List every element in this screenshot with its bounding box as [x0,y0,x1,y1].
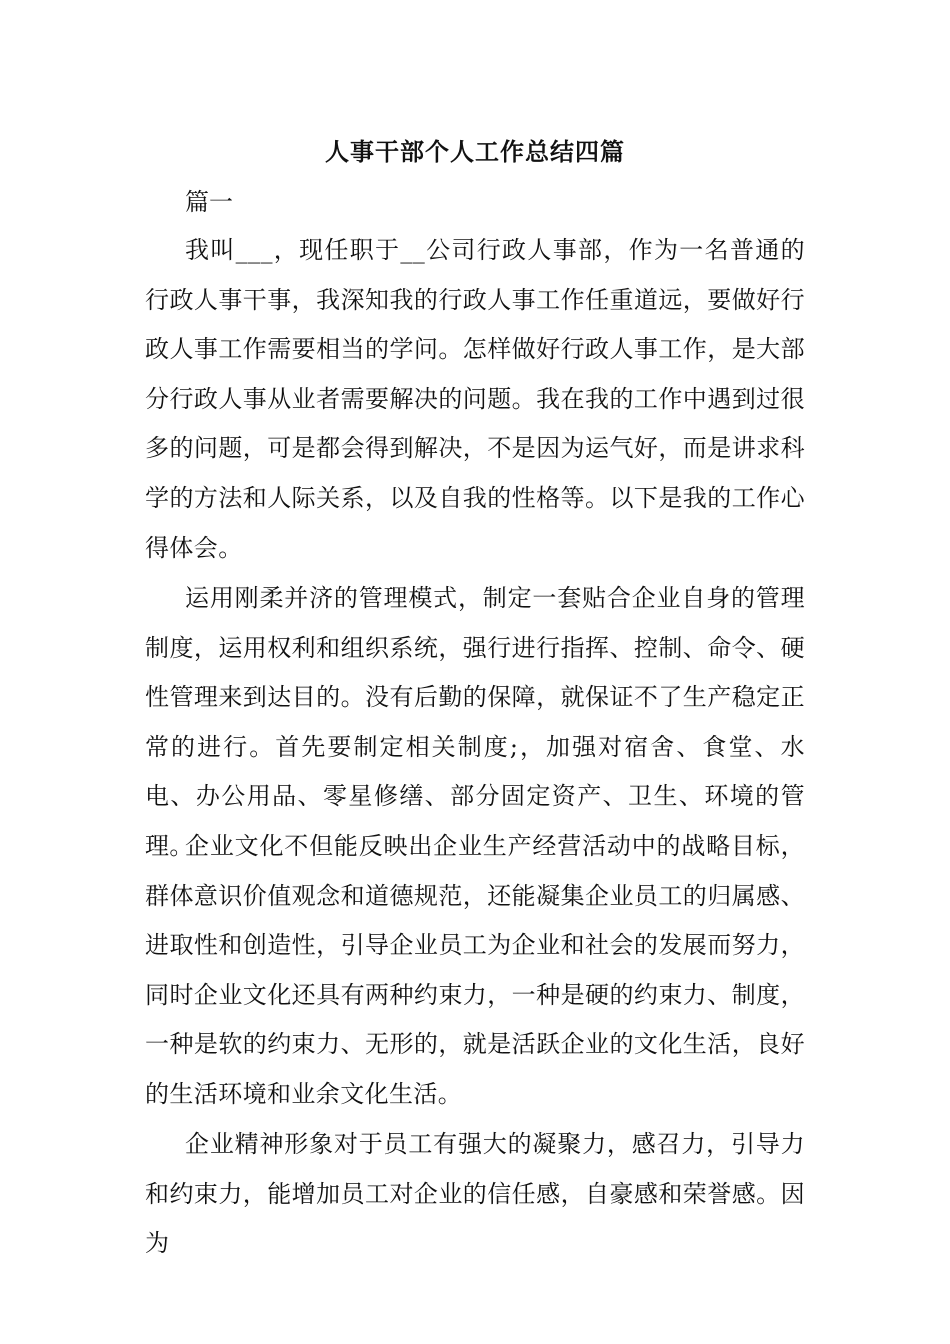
section-label: 篇一 [185,188,233,216]
paragraph-4: 企业精神形象对于员工有强大的凝聚力，感召力，引导力和约束力，能增加员工对企业的信任感，自豪感和荣誉感。因为 [145,1130,805,1258]
paragraph-1: 我叫___，现任职于__公司行政人事部，作为一名普通的行政人事干事，我深知我的行政人事工作任重道远，要做好行政人事工作需要相当的学问。怎样做好行政人事工作，是大部分行政人事从业者需要解决的问题。我在我的工作中遇到过很多的问题，可是都会得到解决，不是因为运气好，而是讲求科学的方法和人际关系，以及自我的性格等。以下是我的工作心得体会。 [145,236,805,562]
document-title: 人事干部个人工作总结四篇 [325,137,625,166]
paragraph-3: 企业文化不但能反映出企业生产经营活动中的战略目标，群体意识价值观念和道德规范，还能凝集企业员工的归属感、进取性和创造性，引导企业员工为企业和社会的发展而努力，同时企业文化还具有两种约束力，一种是硬的约束力、制度，一种是软的约束力、无形的，就是活跃企业的文化生活，良好的生活环境和业余文化生活。 [145,832,805,1108]
paragraph-2: 运用刚柔并济的管理模式，制定一套贴合企业自身的管理制度，运用权利和组织系统，强行进行指挥、控制、命令、硬性管理来到达目的。没有后勤的保障，就保证不了生产稳定正常的进行。首先要制定相关制度;，加强对宿舍、食堂、水电、办公用品、零星修缮、部分固定资产、卫生、环境的管理。 [145,584,805,860]
